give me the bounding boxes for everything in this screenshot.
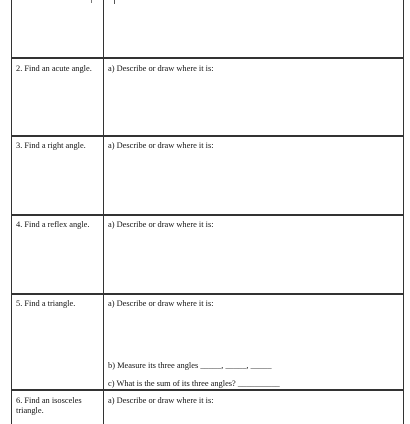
cell-mark bbox=[114, 0, 115, 4]
cell-mark bbox=[91, 0, 92, 3]
task-prompt: b) Measure its three angles _____, _____, _____ bbox=[108, 361, 272, 370]
task-label: 5. Find a triangle. bbox=[16, 299, 76, 308]
task-prompt: a) Describe or draw where it is: bbox=[108, 396, 214, 405]
row-border bbox=[12, 293, 403, 295]
task-label: 2. Find an acute angle. bbox=[16, 64, 92, 73]
task-prompt: a) Describe or draw where it is: bbox=[108, 220, 214, 229]
task-prompt: c) What is the sum of its three angles? __________ bbox=[108, 379, 280, 388]
worksheet-table bbox=[11, 0, 404, 424]
row-border bbox=[12, 214, 403, 216]
row-border bbox=[12, 389, 403, 391]
task-label: 4. Find a reflex angle. bbox=[16, 220, 90, 229]
task-prompt: a) Describe or draw where it is: bbox=[108, 64, 214, 73]
task-label: 6. Find an isosceles triangle. bbox=[16, 396, 82, 415]
row-border bbox=[12, 135, 403, 137]
column-divider bbox=[103, 0, 104, 424]
task-prompt: a) Describe or draw where it is: bbox=[108, 141, 214, 150]
row-border bbox=[12, 57, 403, 59]
task-label: 3. Find a right angle. bbox=[16, 141, 86, 150]
task-prompt: a) Describe or draw where it is: bbox=[108, 299, 214, 308]
